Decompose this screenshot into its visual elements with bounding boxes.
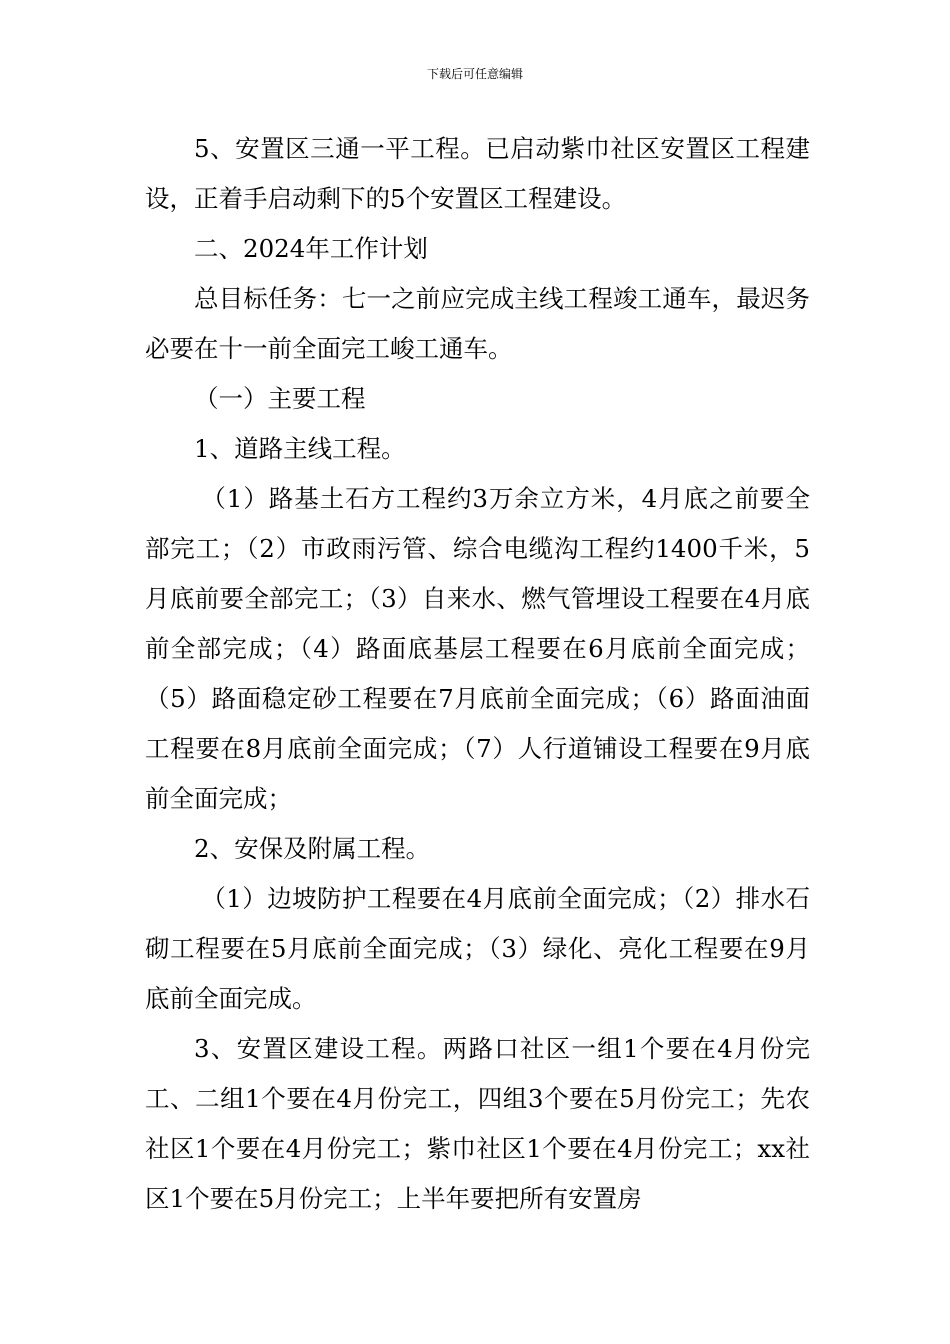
paragraph-resettlement-item-5: 5、安置区三通一平工程。已启动紫巾社区安置区工程建设，正着手启动剩下的5个安置区工程建设。	[145, 134, 810, 213]
page-header: 下载后可任意编辑	[426, 67, 523, 81]
item-heading-safety-ancillary: 2、安保及附属工程。	[194, 834, 431, 863]
paragraph-road-mainline-details: （1）路基土石方工程约3万余立方米，4月底之前要全部完工；（2）市政雨污管、综合电缆沟工程约1400千米，5月底前要全部完工；（3）自来水、燃气管埋设工程要在4月底前全部完成；（4）路面底基层工程要在6月底前全面完成；（5）路面稳定砂工程要在7月底前全面完成；（6）路面油面工程要在8月底前全面完成；（7）人行道铺设工程要在9月底前全面完成；	[145, 484, 810, 813]
document-body	[145, 124, 810, 1224]
paragraph-resettlement-construction: 3、安置区建设工程。两路口社区一组1个要在4月份完工、二组1个要在4月份完工，四组3个要在5月份完工；先农社区1个要在4月份完工；紫巾社区1个要在4月份完工；xx社区1个要在5月份完工；上半年要把所有安置房	[145, 1034, 810, 1213]
paragraph-safety-ancillary-details: （1）边坡防护工程要在4月底前全面完成；（2）排水石砌工程要在5月底前全面完成；（3）绿化、亮化工程要在9月底前全面完成。	[145, 884, 810, 1013]
item-heading-road-mainline: 1、道路主线工程。	[194, 434, 406, 463]
section-heading-2024-plan: 二、2024年工作计划	[194, 234, 428, 263]
paragraph-overall-goal: 总目标任务：七一之前应完成主线工程竣工通车，最迟务必要在十一前全面完工峻工通车。	[145, 284, 810, 363]
subsection-heading-main-works: （一）主要工程	[194, 384, 366, 413]
